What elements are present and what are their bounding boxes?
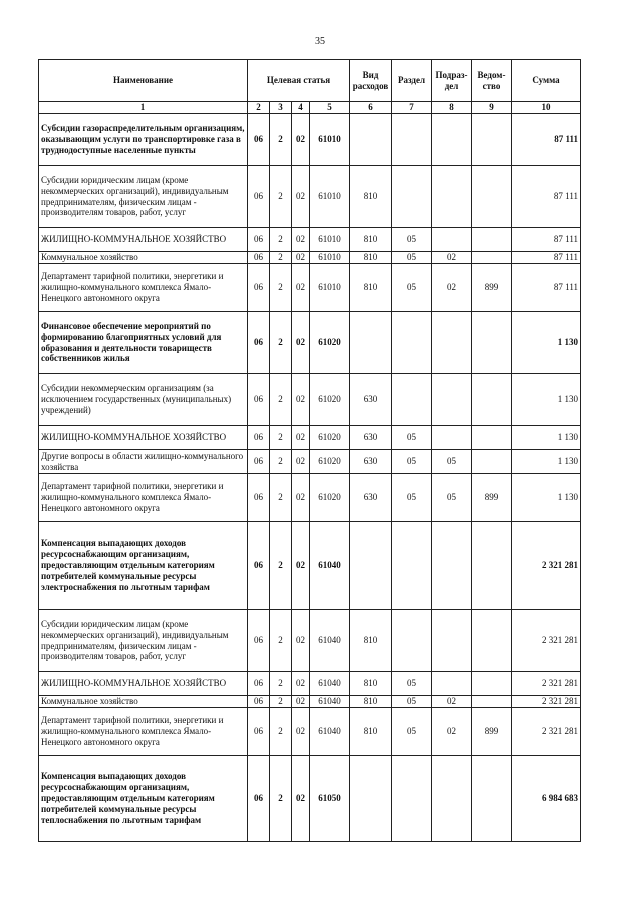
section-cell: 05 [392, 426, 432, 450]
target-code-4: 61040 [310, 696, 350, 708]
row-name: Коммунальное хозяйство [39, 252, 248, 264]
target-code-1: 06 [248, 114, 270, 166]
target-code-4: 61020 [310, 312, 350, 374]
target-code-4: 61040 [310, 672, 350, 696]
section-cell: 05 [392, 228, 432, 252]
target-code-3: 02 [292, 264, 310, 312]
expense-type-cell [350, 522, 392, 610]
sum-cell: 87 111 [512, 166, 581, 228]
expense-type-cell [350, 756, 392, 842]
section-cell [392, 610, 432, 672]
expense-type-cell [350, 312, 392, 374]
column-number: 4 [292, 102, 310, 114]
subsection-cell: 02 [432, 252, 472, 264]
column-number: 3 [270, 102, 292, 114]
department-cell [472, 696, 512, 708]
target-code-1: 06 [248, 672, 270, 696]
section-cell: 05 [392, 474, 432, 522]
expense-type-cell: 630 [350, 374, 392, 426]
expense-type-cell [350, 114, 392, 166]
sum-cell: 2 321 281 [512, 522, 581, 610]
row-name: Субсидии некоммерческим организациям (за исключением государственных (муниципальных) учреждений) [39, 374, 248, 426]
section-cell [392, 522, 432, 610]
subsection-cell: 02 [432, 696, 472, 708]
department-cell [472, 522, 512, 610]
target-code-2: 2 [270, 252, 292, 264]
subsection-cell [432, 522, 472, 610]
header-sum: Сумма [512, 60, 581, 102]
header-target-article: Целевая статья [248, 60, 350, 102]
subsection-cell [432, 756, 472, 842]
department-cell [472, 374, 512, 426]
sum-cell: 2 321 281 [512, 610, 581, 672]
sum-cell: 6 984 683 [512, 756, 581, 842]
department-cell [472, 252, 512, 264]
target-code-3: 02 [292, 252, 310, 264]
target-code-4: 61050 [310, 756, 350, 842]
target-code-2: 2 [270, 610, 292, 672]
target-code-4: 61010 [310, 264, 350, 312]
expense-type-cell: 810 [350, 264, 392, 312]
row-name: Финансовое обеспечение мероприятий по формированию благоприятных условий для образования и деятельности товариществ собственников жилья [39, 312, 248, 374]
table-row [39, 450, 581, 474]
department-cell: 899 [472, 264, 512, 312]
target-code-2: 2 [270, 228, 292, 252]
expense-type-cell: 810 [350, 708, 392, 756]
target-code-2: 2 [270, 756, 292, 842]
target-code-3: 02 [292, 228, 310, 252]
target-code-4: 61040 [310, 610, 350, 672]
target-code-3: 02 [292, 708, 310, 756]
column-number: 6 [350, 102, 392, 114]
table-row [39, 228, 581, 252]
row-name: ЖИЛИЩНО-КОММУНАЛЬНОЕ ХОЗЯЙСТВО [39, 228, 248, 252]
target-code-1: 06 [248, 450, 270, 474]
target-code-4: 61020 [310, 474, 350, 522]
subsection-cell [432, 426, 472, 450]
target-code-4: 61010 [310, 114, 350, 166]
column-number: 1 [39, 102, 248, 114]
table-row [39, 474, 581, 522]
table-row [39, 166, 581, 228]
column-number-row [39, 102, 581, 114]
sum-cell: 1 130 [512, 312, 581, 374]
sum-cell: 1 130 [512, 450, 581, 474]
header-expense-type: Вид расходов [350, 60, 392, 102]
header-section: Раздел [392, 60, 432, 102]
sum-cell: 87 111 [512, 114, 581, 166]
department-cell [472, 312, 512, 374]
target-code-1: 06 [248, 756, 270, 842]
sum-cell: 2 321 281 [512, 708, 581, 756]
row-name: Субсидии юридическим лицам (кроме некоммерческих организаций), индивидуальным предпринимателям, физическим лицам - производителям товаров, работ, услуг [39, 610, 248, 672]
table-row [39, 696, 581, 708]
sum-cell: 1 130 [512, 474, 581, 522]
target-code-3: 02 [292, 610, 310, 672]
column-number: 8 [432, 102, 472, 114]
target-code-3: 02 [292, 114, 310, 166]
target-code-3: 02 [292, 474, 310, 522]
target-code-4: 61020 [310, 426, 350, 450]
table-row [39, 312, 581, 374]
column-number: 9 [472, 102, 512, 114]
section-cell: 05 [392, 708, 432, 756]
target-code-3: 02 [292, 672, 310, 696]
table-row [39, 610, 581, 672]
target-code-2: 2 [270, 312, 292, 374]
sum-cell: 1 130 [512, 374, 581, 426]
target-code-3: 02 [292, 374, 310, 426]
target-code-1: 06 [248, 264, 270, 312]
table-row [39, 264, 581, 312]
target-code-2: 2 [270, 166, 292, 228]
target-code-2: 2 [270, 708, 292, 756]
target-code-3: 02 [292, 522, 310, 610]
target-code-1: 06 [248, 522, 270, 610]
department-cell: 899 [472, 708, 512, 756]
target-code-1: 06 [248, 426, 270, 450]
target-code-3: 02 [292, 450, 310, 474]
target-code-1: 06 [248, 374, 270, 426]
header-department: Ведом-ство [472, 60, 512, 102]
section-cell [392, 374, 432, 426]
row-name: Другие вопросы в области жилищно-коммунального хозяйства [39, 450, 248, 474]
table-row [39, 252, 581, 264]
row-name: Компенсация выпадающих доходов ресурсоснабжающим организациям, предоставляющим отдельным категориям потребителей коммунальные ресурсы теплоснабжения по льготным тарифам [39, 756, 248, 842]
target-code-1: 06 [248, 252, 270, 264]
section-cell: 05 [392, 672, 432, 696]
budget-table [38, 59, 581, 842]
table-row [39, 426, 581, 450]
row-name: Субсидии юридическим лицам (кроме некоммерческих организаций), индивидуальным предпринимателям, физическим лицам - производителям товаров, работ, услуг [39, 166, 248, 228]
subsection-cell [432, 312, 472, 374]
target-code-1: 06 [248, 474, 270, 522]
department-cell [472, 166, 512, 228]
expense-type-cell: 810 [350, 166, 392, 228]
target-code-4: 61010 [310, 166, 350, 228]
expense-type-cell: 810 [350, 696, 392, 708]
target-code-2: 2 [270, 522, 292, 610]
department-cell: 899 [472, 474, 512, 522]
sum-cell: 87 111 [512, 264, 581, 312]
target-code-3: 02 [292, 312, 310, 374]
column-number: 5 [310, 102, 350, 114]
department-cell [472, 610, 512, 672]
row-name: Компенсация выпадающих доходов ресурсоснабжающим организациям, предоставляющим отдельным категориям потребителей коммунальные ресурсы электроснабжения по льготным тарифам [39, 522, 248, 610]
row-name: Коммунальное хозяйство [39, 696, 248, 708]
row-name: ЖИЛИЩНО-КОММУНАЛЬНОЕ ХОЗЯЙСТВО [39, 672, 248, 696]
subsection-cell [432, 228, 472, 252]
section-cell: 05 [392, 264, 432, 312]
subsection-cell [432, 166, 472, 228]
sum-cell: 2 321 281 [512, 672, 581, 696]
target-code-1: 06 [248, 166, 270, 228]
target-code-1: 06 [248, 312, 270, 374]
target-code-2: 2 [270, 264, 292, 312]
subsection-cell [432, 610, 472, 672]
target-code-2: 2 [270, 426, 292, 450]
target-code-3: 02 [292, 696, 310, 708]
column-number: 7 [392, 102, 432, 114]
row-name: ЖИЛИЩНО-КОММУНАЛЬНОЕ ХОЗЯЙСТВО [39, 426, 248, 450]
table-row [39, 708, 581, 756]
target-code-2: 2 [270, 374, 292, 426]
target-code-4: 61040 [310, 708, 350, 756]
sum-cell: 87 111 [512, 228, 581, 252]
department-cell [472, 672, 512, 696]
target-code-4: 61010 [310, 252, 350, 264]
target-code-2: 2 [270, 474, 292, 522]
subsection-cell [432, 114, 472, 166]
table-row [39, 114, 581, 166]
table-row [39, 522, 581, 610]
target-code-2: 2 [270, 672, 292, 696]
row-name: Департамент тарифной политики, энергетики и жилищно-коммунального комплекса Ямало-Ненецкого автономного округа [39, 708, 248, 756]
target-code-2: 2 [270, 696, 292, 708]
table-row [39, 672, 581, 696]
target-code-4: 61010 [310, 228, 350, 252]
section-cell: 05 [392, 252, 432, 264]
page-number: 35 [315, 36, 325, 47]
section-cell: 05 [392, 696, 432, 708]
subsection-cell: 05 [432, 450, 472, 474]
section-cell [392, 114, 432, 166]
row-name: Департамент тарифной политики, энергетики и жилищно-коммунального комплекса Ямало-Ненецкого автономного округа [39, 474, 248, 522]
target-code-3: 02 [292, 166, 310, 228]
table-body [39, 114, 581, 842]
target-code-4: 61020 [310, 450, 350, 474]
row-name: Субсидии газораспределительным организациям, оказывающим услуги по транспортировке газа в труднодоступные населенные пункты [39, 114, 248, 166]
section-cell [392, 166, 432, 228]
column-number: 10 [512, 102, 581, 114]
target-code-1: 06 [248, 610, 270, 672]
department-cell [472, 450, 512, 474]
department-cell [472, 756, 512, 842]
target-code-4: 61020 [310, 374, 350, 426]
expense-type-cell: 810 [350, 672, 392, 696]
expense-type-cell: 630 [350, 474, 392, 522]
department-cell [472, 426, 512, 450]
expense-type-cell: 810 [350, 610, 392, 672]
department-cell [472, 114, 512, 166]
subsection-cell [432, 672, 472, 696]
sum-cell: 87 111 [512, 252, 581, 264]
target-code-1: 06 [248, 696, 270, 708]
expense-type-cell: 630 [350, 450, 392, 474]
target-code-2: 2 [270, 114, 292, 166]
target-code-2: 2 [270, 450, 292, 474]
section-cell [392, 756, 432, 842]
header-name: Наименование [39, 60, 248, 102]
expense-type-cell: 810 [350, 228, 392, 252]
target-code-1: 06 [248, 708, 270, 756]
header-subsection: Подраз-дел [432, 60, 472, 102]
subsection-cell [432, 374, 472, 426]
target-code-3: 02 [292, 756, 310, 842]
expense-type-cell: 810 [350, 252, 392, 264]
header-row [39, 60, 581, 102]
expense-type-cell: 630 [350, 426, 392, 450]
column-number: 2 [248, 102, 270, 114]
section-cell [392, 312, 432, 374]
subsection-cell: 05 [432, 474, 472, 522]
subsection-cell: 02 [432, 708, 472, 756]
table-row [39, 374, 581, 426]
row-name: Департамент тарифной политики, энергетики и жилищно-коммунального комплекса Ямало-Ненецкого автономного округа [39, 264, 248, 312]
table-row [39, 756, 581, 842]
target-code-1: 06 [248, 228, 270, 252]
sum-cell: 1 130 [512, 426, 581, 450]
target-code-3: 02 [292, 426, 310, 450]
sum-cell: 2 321 281 [512, 696, 581, 708]
department-cell [472, 228, 512, 252]
subsection-cell: 02 [432, 264, 472, 312]
target-code-4: 61040 [310, 522, 350, 610]
section-cell: 05 [392, 450, 432, 474]
